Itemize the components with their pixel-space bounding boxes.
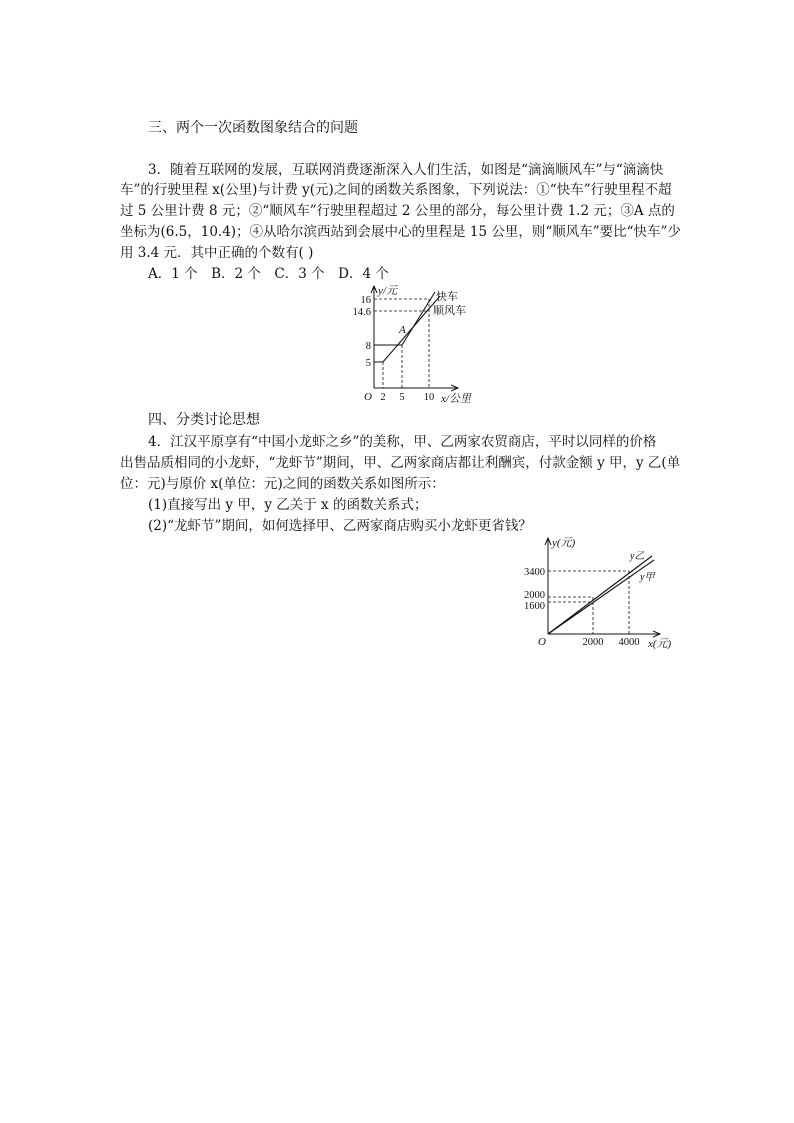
section-4-title: 四、分类讨论思想 bbox=[148, 412, 260, 428]
question-4-line-2: 出售品质相同的小龙虾，“龙虾节”期间，甲、乙两家商店都让利酬宾，付款金额 y 甲，y 乙(单 bbox=[120, 455, 681, 471]
share-ride-legend: 顺风车 bbox=[433, 305, 466, 317]
fig2-ytick-2000: 2000 bbox=[524, 590, 545, 601]
question-3-line-5: 用 3.4 元．其中正确的个数有( ) bbox=[120, 245, 314, 261]
question-3-line-3: 过 5 公里计费 8 元；②“顺风车”行驶里程超过 2 公里的部分，每公里计费 1.2 元；③A 点的 bbox=[120, 203, 675, 219]
crayfish-price-graph bbox=[500, 534, 682, 652]
fig1-y-label: y/元 bbox=[378, 285, 397, 297]
fig2-xtick-4000: 4000 bbox=[618, 637, 640, 648]
fig1-xtick-5: 5 bbox=[399, 392, 405, 403]
fig1-x-label: x/公里 bbox=[441, 393, 471, 405]
question-4-sub-2: (2)“龙虾节”期间，如何选择甲、乙两家商店购买小龙虾更省钱？ bbox=[148, 518, 532, 534]
question-3-line-1: 3．随着互联网的发展，互联网消费逐渐深入人们生活，如图是“滴滴顺风车”与“滴滴快 bbox=[148, 162, 664, 178]
fig2-origin: O bbox=[538, 636, 546, 648]
fig2-ytick-1600: 1600 bbox=[524, 601, 545, 612]
fig1-ytick-14.6: 14.6 bbox=[352, 307, 371, 318]
fig1-ytick-16: 16 bbox=[360, 295, 371, 306]
question-3-options: A．1 个 B．2 个 C．3 个 D．4 个 bbox=[148, 266, 389, 282]
fig1-xtick-2: 2 bbox=[380, 392, 386, 403]
question-4-sub-1: (1)直接写出 y 甲，y 乙关于 x 的函数关系式； bbox=[148, 497, 428, 513]
y-yi-line bbox=[548, 556, 652, 634]
question-4-line-1: 4．江汉平原享有“中国小龙虾之乡”的美称，甲、乙两家农贸商店，平时以同样的价格 bbox=[148, 434, 657, 450]
fig2-ytick-3400: 3400 bbox=[524, 567, 545, 578]
y-jia-label: y甲 bbox=[640, 572, 655, 583]
question-4-line-3: 位：元)与原价 x(单位：元)之间的函数关系如图所示： bbox=[120, 476, 445, 492]
fig2-xtick-2000: 2000 bbox=[582, 637, 604, 648]
y-yi-label: y乙 bbox=[630, 551, 645, 562]
fig1-ytick-8: 8 bbox=[365, 341, 371, 352]
fig1-origin: O bbox=[364, 391, 372, 403]
section-3-title: 三、两个一次函数图象结合的问题 bbox=[148, 120, 358, 136]
fig2-y-label: y(元) bbox=[552, 537, 576, 549]
question-3-line-2: 车”的行驶里程 x(公里)与计费 y(元)之间的函数关系图象，下列说法：①“快车”行驶里程不超 bbox=[120, 182, 672, 198]
fig2-x-label: x(元) bbox=[648, 638, 672, 650]
share-ride-line bbox=[374, 296, 440, 362]
question-3-line-4: 坐标为(6.5，10.4)；④从哈尔滨西站到会展中心的里程是 15 公里，则“顺风车”要比“快车”少 bbox=[120, 224, 681, 240]
fig1-xtick-10: 10 bbox=[423, 392, 435, 403]
taxi-fare-graph bbox=[330, 284, 480, 410]
point-a-label: A bbox=[399, 324, 406, 336]
fast-car-legend: 快车 bbox=[436, 291, 458, 303]
fig1-ytick-5: 5 bbox=[365, 358, 371, 369]
